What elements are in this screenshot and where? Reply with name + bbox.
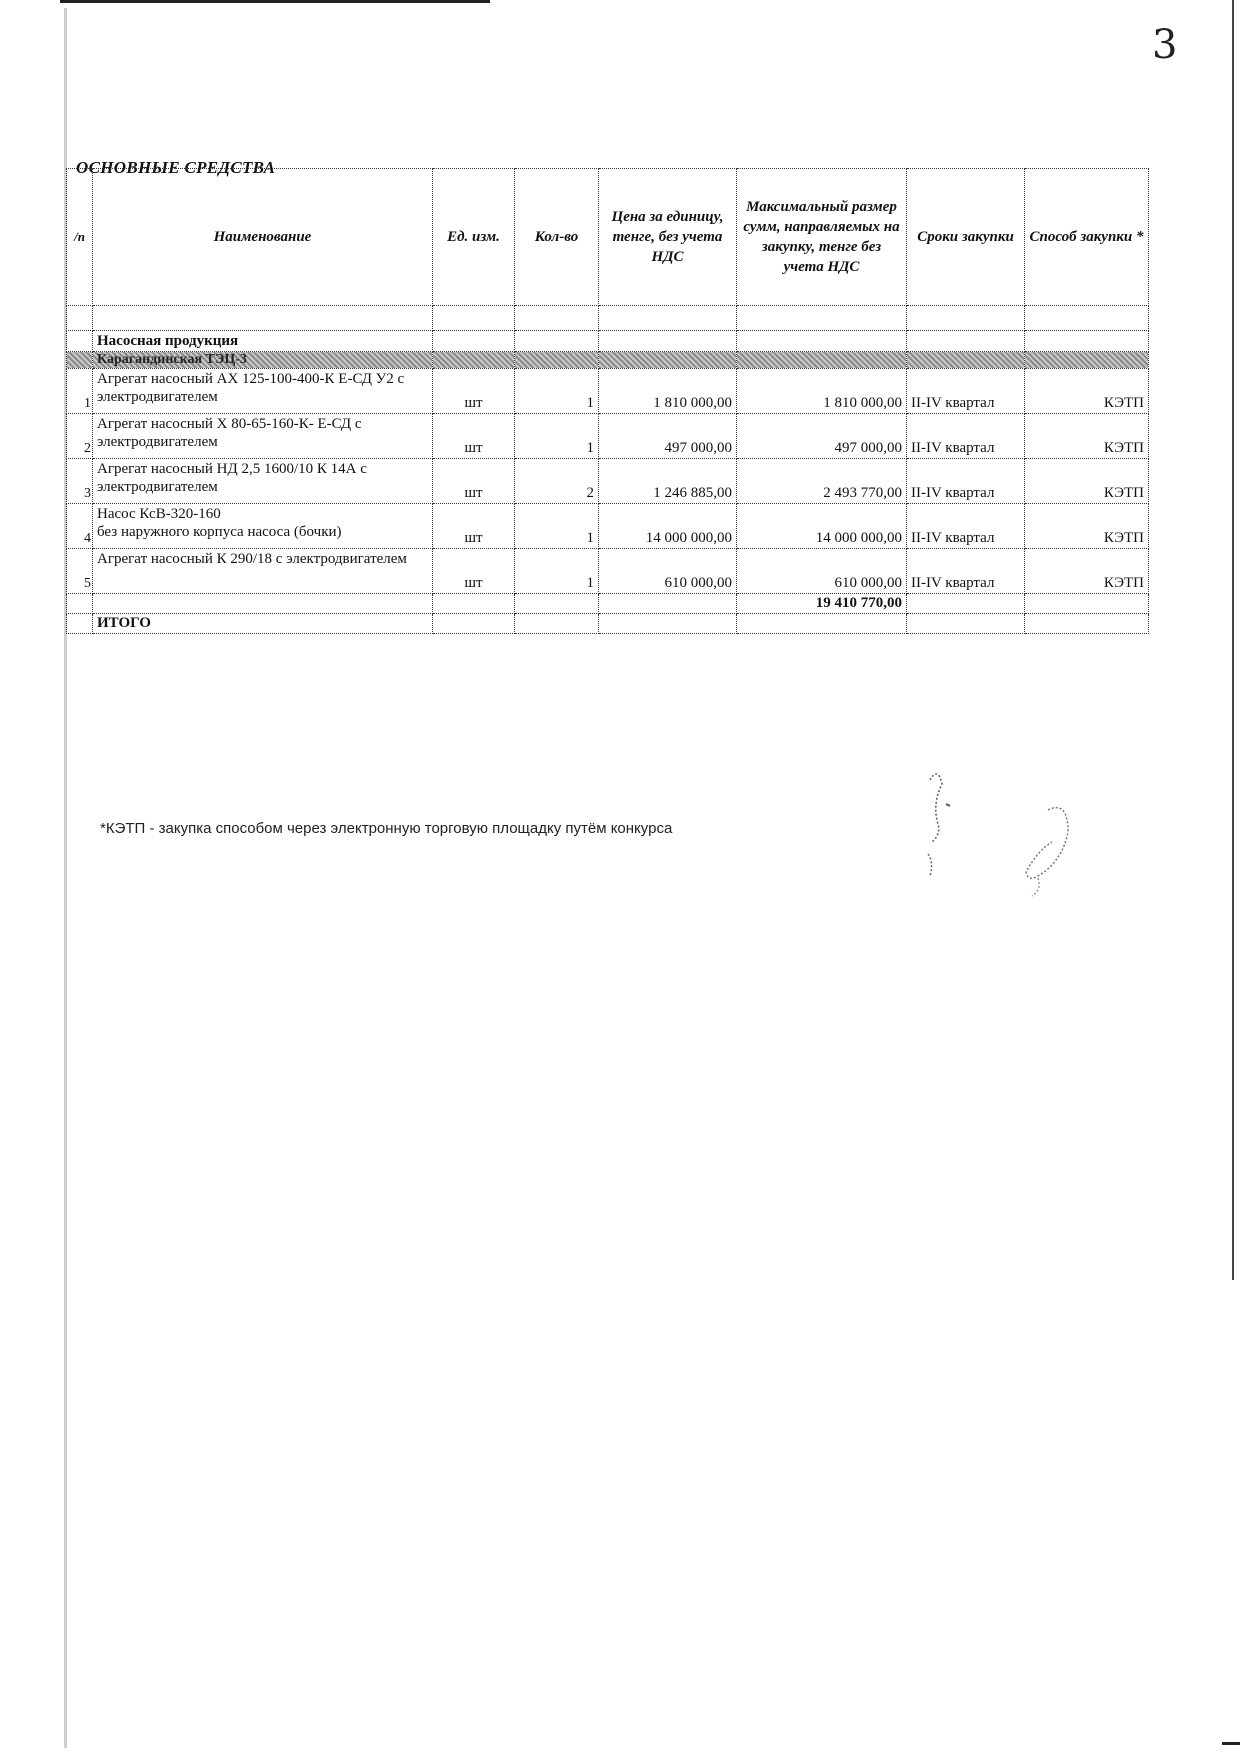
- item-name: Агрегат насосный АХ 125-100-400-К Е-СД У2 с электродвигателем: [93, 369, 433, 414]
- item-price: 497 000,00: [599, 414, 737, 459]
- header-price: Цена за единицу, тенге, без учета НДС: [599, 169, 737, 306]
- table-row: [67, 549, 1149, 594]
- page-number: 3: [1152, 22, 1178, 68]
- item-price: 1 246 885,00: [599, 459, 737, 504]
- total-label-row: [67, 614, 1149, 634]
- item-period: II-IV квартал: [907, 369, 1025, 414]
- header-unit: Ед. изм.: [433, 169, 515, 306]
- signature-mark: [910, 760, 1110, 920]
- table-row: [67, 459, 1149, 504]
- header-row: [67, 169, 1149, 306]
- item-amount: 1 810 000,00: [737, 369, 907, 414]
- item-unit: шт: [433, 504, 515, 549]
- scan-edge-bottom: [1222, 1742, 1240, 1745]
- total-amount-row: [67, 594, 1149, 614]
- row-number: 4: [67, 504, 93, 549]
- item-name: Агрегат насосный Х 80-65-160-К- Е-СД с электродвигателем: [93, 414, 433, 459]
- item-method: КЭТП: [1025, 414, 1149, 459]
- header-max-amount: Максимальный размер сумм, направляемых на закупку, тенге без учета НДС: [737, 169, 907, 306]
- item-qty: 1: [515, 414, 599, 459]
- item-method: КЭТП: [1025, 369, 1149, 414]
- item-price: 1 810 000,00: [599, 369, 737, 414]
- item-unit: шт: [433, 369, 515, 414]
- section-title: ОСНОВНЫЕ СРЕДСТВА: [76, 158, 276, 177]
- item-period: II-IV квартал: [907, 459, 1025, 504]
- header-qty: Кол-во: [515, 169, 599, 306]
- header-num: /п: [67, 169, 93, 306]
- item-name: Агрегат насосный НД 2,5 1600/10 К 14А с электродвигателем: [93, 459, 433, 504]
- item-method: КЭТП: [1025, 459, 1149, 504]
- item-amount: 14 000 000,00: [737, 504, 907, 549]
- item-qty: 1: [515, 369, 599, 414]
- procurement-table: [66, 168, 1149, 634]
- item-qty: 1: [515, 504, 599, 549]
- item-price: 610 000,00: [599, 549, 737, 594]
- item-period: II-IV квартал: [907, 414, 1025, 459]
- subcategory-label: Карагандинская ТЭЦ-3: [93, 352, 433, 369]
- total-label: ИТОГО: [93, 614, 433, 634]
- table-row: [67, 414, 1149, 459]
- item-amount: 497 000,00: [737, 414, 907, 459]
- scan-edge-top: [60, 0, 490, 3]
- spacer-row: [67, 306, 1149, 331]
- item-price: 14 000 000,00: [599, 504, 737, 549]
- item-name: [93, 504, 433, 549]
- header-period: Сроки закупки: [907, 169, 1025, 306]
- item-method: КЭТП: [1025, 549, 1149, 594]
- table-row: [67, 504, 1149, 549]
- total-amount: 19 410 770,00: [737, 594, 907, 614]
- item-period: II-IV квартал: [907, 504, 1025, 549]
- item-amount: 2 493 770,00: [737, 459, 907, 504]
- item-method: КЭТП: [1025, 504, 1149, 549]
- item-name-line2: без наружного корпуса насоса (бочки): [97, 524, 342, 540]
- item-qty: 1: [515, 549, 599, 594]
- row-number: 5: [67, 549, 93, 594]
- row-number: 2: [67, 414, 93, 459]
- row-number: 1: [67, 369, 93, 414]
- item-name-line1: Насос КсВ-320-160: [97, 506, 221, 522]
- table-row: [67, 369, 1149, 414]
- footnote: *КЭТП - закупка способом через электронную торговую площадку путём конкурса: [100, 820, 673, 837]
- header-method: Способ закупки *: [1025, 169, 1149, 306]
- item-unit: шт: [433, 459, 515, 504]
- category-row: [67, 331, 1149, 352]
- subcategory-row: [67, 352, 1149, 369]
- header-name: Наименование: [93, 169, 433, 306]
- item-qty: 2: [515, 459, 599, 504]
- row-number: 3: [67, 459, 93, 504]
- category-label: Насосная продукция: [93, 331, 433, 352]
- scan-edge-right: [1232, 0, 1234, 1280]
- item-amount: 610 000,00: [737, 549, 907, 594]
- item-unit: шт: [433, 549, 515, 594]
- item-unit: шт: [433, 414, 515, 459]
- item-period: II-IV квартал: [907, 549, 1025, 594]
- item-name: Агрегат насосный К 290/18 с электродвигателем: [93, 549, 433, 594]
